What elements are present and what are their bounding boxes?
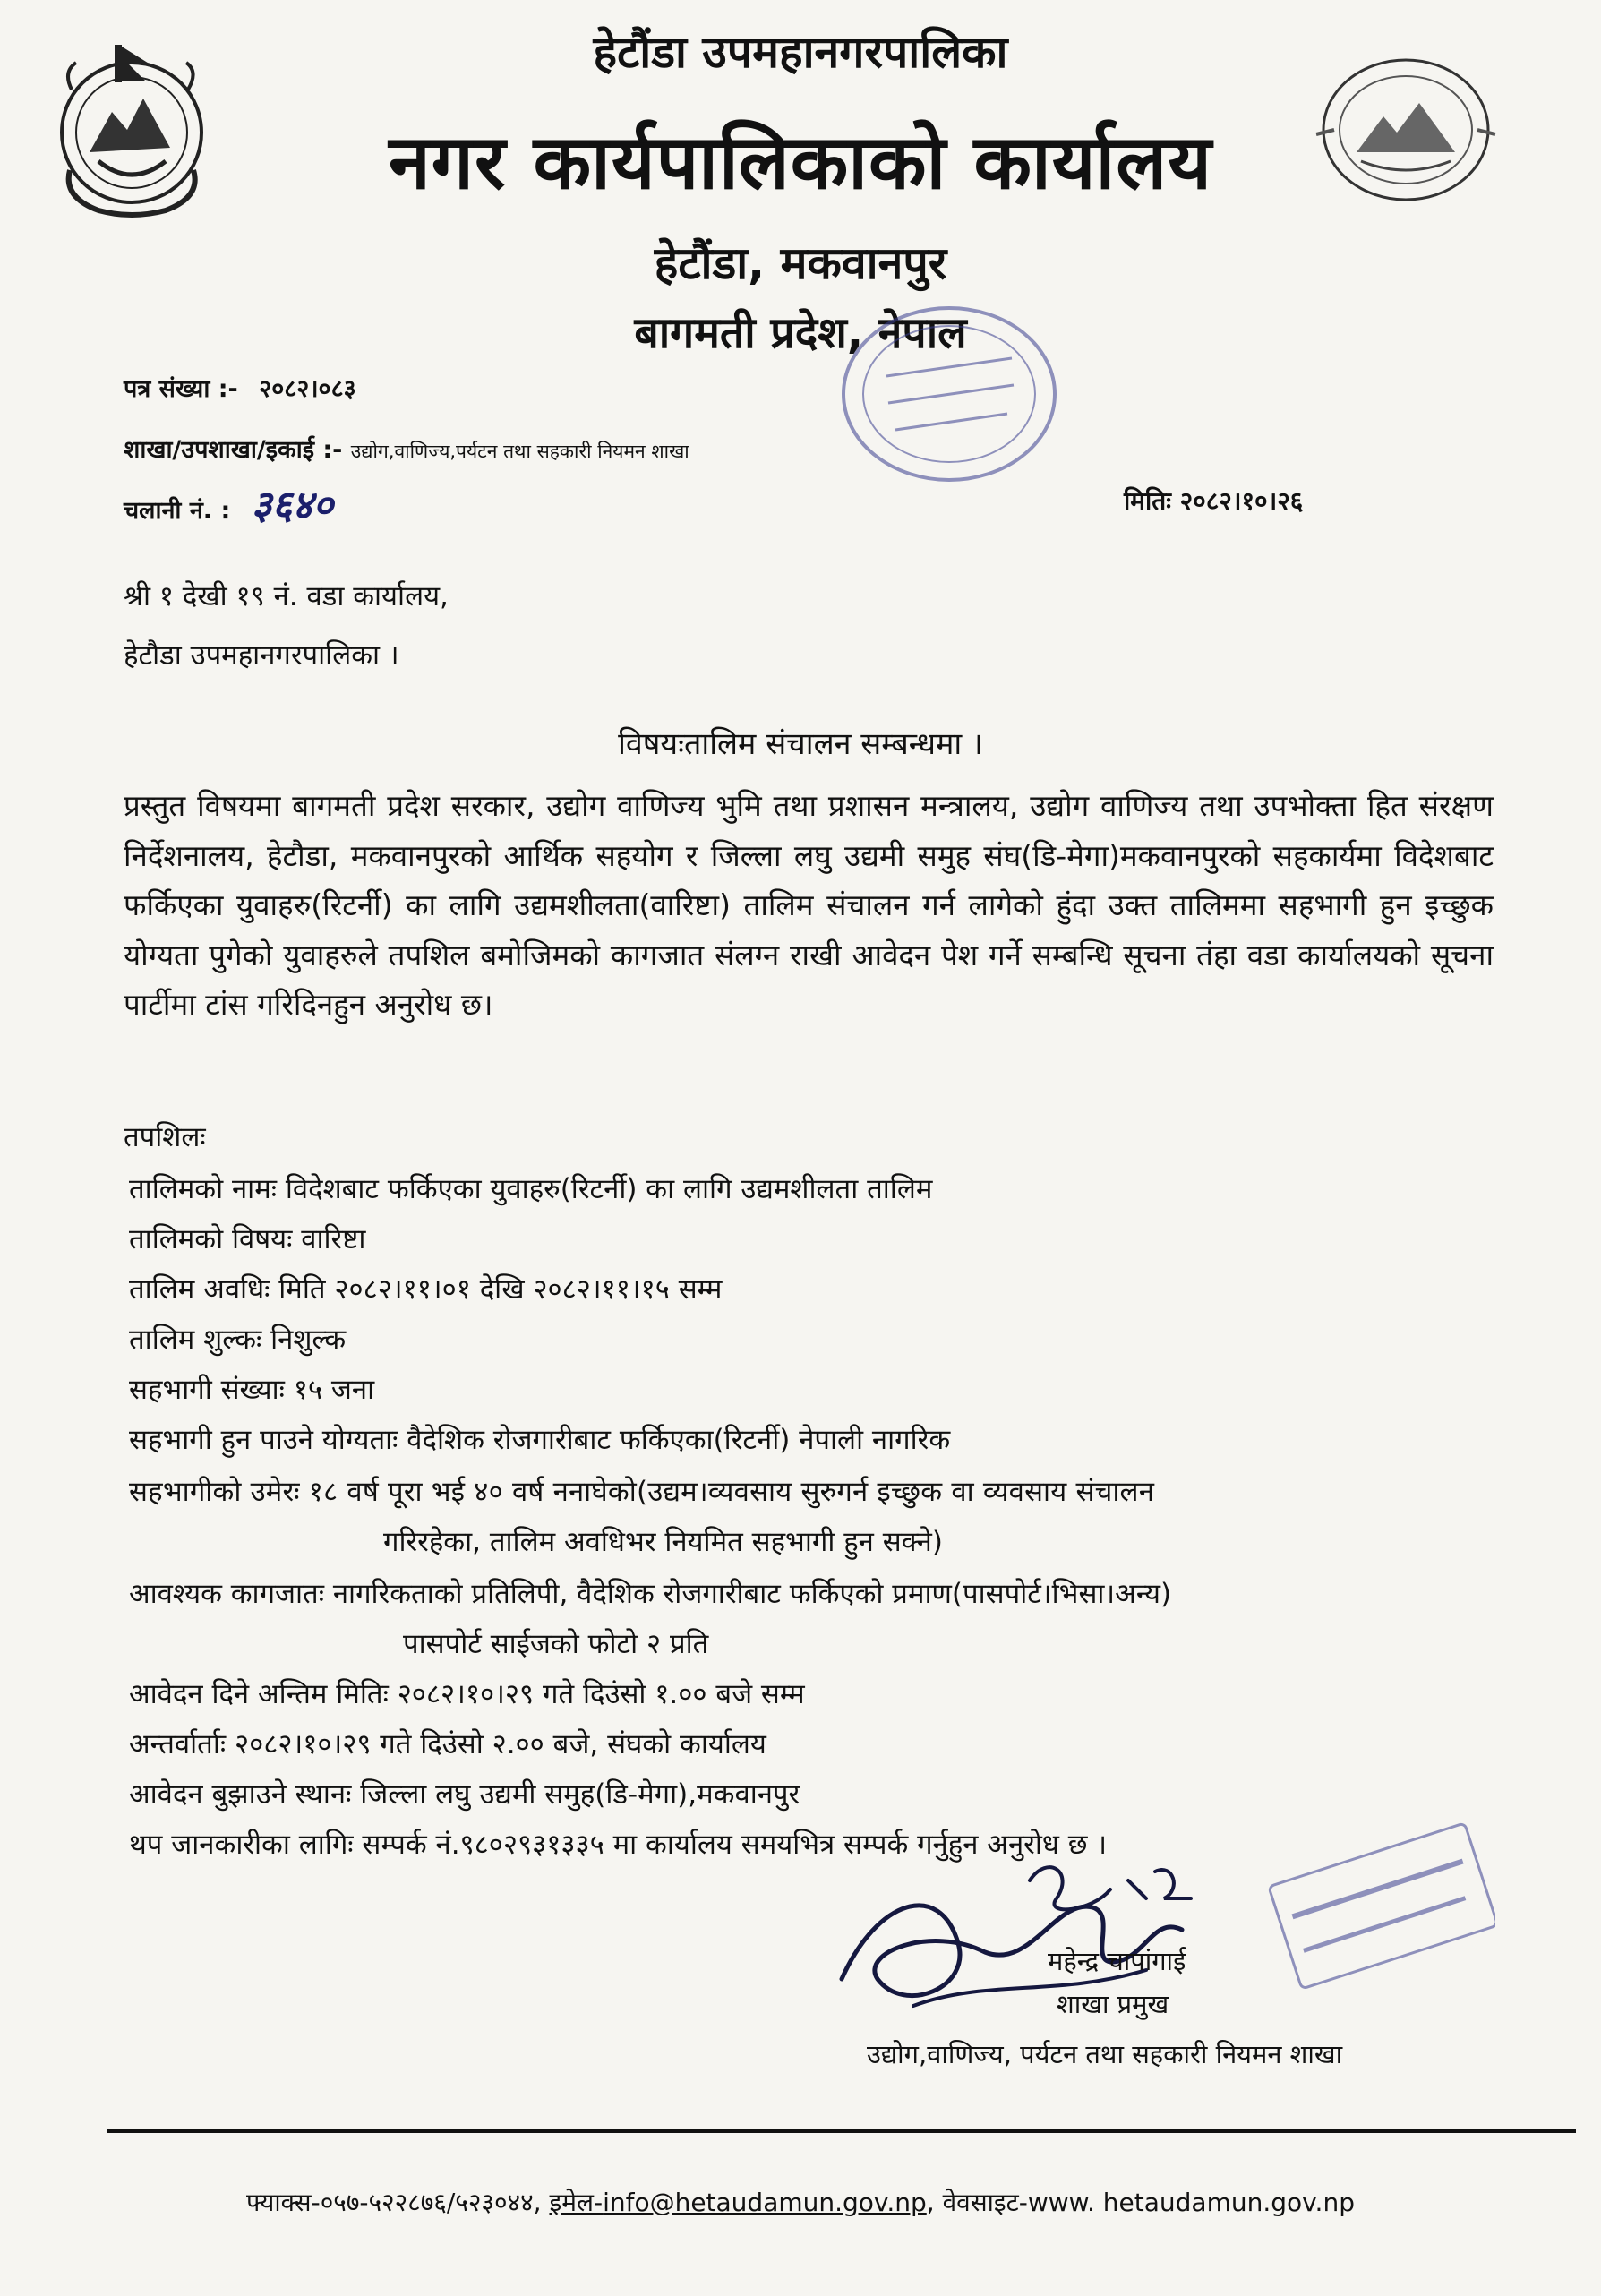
footer-contact: फ्याक्स-०५७-५२२८७६/५२३०४४, इमेल-info@hetaudamun.gov.np, वेवसाइट-www. hetaudamun.gov.np [246,2188,1355,2217]
handwritten-signature [824,1845,1271,2033]
footer-website-label: वेवसाइट- [942,2188,1028,2217]
date-label: मितिः [1124,486,1171,516]
detail-submit-place: आवेदन बुझाउने स्थानः जिल्ला लघु उद्यमी समुह(डि-मेगा),मकवानपुर [129,1778,800,1811]
footer-email[interactable]: info@hetaudamun.gov.np [603,2188,927,2217]
recipient-line-2: हेटौडा उपमहानगरपालिका । [124,639,399,672]
detail-documents-line-1: आवश्यक कागजातः नागरिकताको प्रतिलिपी, वैदेशिक रोजगारीबाट फर्किएको प्रमाण(पासपोर्ट।भिसा।अन्य) [129,1578,1172,1610]
detail-deadline: आवेदन दिने अन्तिम मितिः २०८२।१०।२९ गते दिउंसो १.०० बजे सम्म [129,1678,805,1710]
detail-interview: अन्तर्वार्ताः २०८२।१०।२९ गते दिउंसो २.०० बजे, संघको कार्यालय [129,1728,766,1761]
signatory-branch: उद्योग,वाणिज्य, पर्यटन तथा सहकारी नियमन शाखा [867,2039,1343,2069]
recipient-line-1: श्री १ देखी १९ नं. वडा कार्यालय, [124,580,449,613]
detail-eligibility: सहभागी हुन पाउने योग्यताः वैदेशिक रोजगारीबाट फर्किएका(रिटर्नी) नेपाली नागरिक [129,1424,951,1456]
letter-number-value: २०८२।०८३ [259,375,356,403]
dispatch-number: ३६४० [251,483,334,528]
letter-number [124,371,356,404]
office-title: नगर कार्यपालिकाको कार्यालय [389,118,1212,206]
branch-label: शाखा/उपशाखा/इकाई :- [124,436,343,464]
office-seal-stamp [833,296,1066,493]
office-location: हेटौंडा, मकवानपुर [654,237,947,289]
details-heading: तपशिलः [124,1121,206,1153]
detail-training-duration: तालिम अवधिः मिति २०८२।११।०१ देखि २०८२।११।१५ सम्म [129,1273,723,1306]
detail-participants: सहभागी संख्याः १५ जना [129,1374,375,1406]
detail-documents-line-2: पासपोर्ट साईजको फोटो २ प्रति [403,1628,709,1660]
detail-contact: थप जानकारीका लागिः सम्पर्क नं.९८०२९३१३३५ मा कार्यालय समयभित्र सम्पर्क गर्नुहुन अनुरोध छ । [129,1829,1108,1861]
signatory-name: महेन्द्र चापांगाई [1048,1946,1186,1976]
letter-date [1124,484,1303,518]
footer-email-label: इमेल- [549,2188,604,2217]
footer-fax: फ्याक्स-०५७-५२२८७६/५२३०४४, [246,2188,542,2217]
municipality-name: हेटौंडा उपमहानगरपालिका [593,26,1008,78]
date-value: २०८२।१०।२६ [1179,486,1304,516]
body-paragraph: प्रस्तुत विषयमा बागमती प्रदेश सरकार, उद्योग वाणिज्य भुमि तथा प्रशासन मन्त्रालय, उद्योग वाणिज्य तथा उपभोक्ता हित संरक्षण निर्देशनालय, हेटौडा, मकवानपुरको आर्थिक सहयोग र जिल्ला लघु उद्यमी समुह संघ(डि-मेगा)मकवानपुरको सहकार्यमा विदेशबाट फर्किएका युवाहरु(रिटर्नी) का लागि उद्यमशीलता(वारिष्टा) तालिम संचालन गर्न लागेको हुंदा उक्त तालिममा सहभागी हुन इच्छुक योग्यता पुगेको युवाहरुले तपशिल बमोजिमको कागजात संलग्न राखी आवेदन पेश गर्ने सम्बन्धि सूचना तंहा वडा कार्यालयको सूचना पार्टीमा टांस गरिदिनहुन अनुरोध छ। [124,788,1494,1022]
detail-training-subject: तालिमको विषयः वारिष्टा [129,1223,366,1255]
office-province: बागमती प्रदेश, नेपाल [634,308,967,358]
footer-divider [107,2129,1576,2133]
detail-training-name: तालिमको नामः विदेशबाट फर्किएका युवाहरु(रिटर्नी) का लागि उद्यमशीलता तालिम [129,1173,933,1205]
detail-training-fee: तालिम शुल्कः निशुल्क [129,1324,347,1356]
letter-number-label: पत्र संख्या :- [124,375,238,403]
branch-value: उद्योग,वाणिज्य,पर्यटन तथा सहकारी नियमन शाखा [350,441,689,462]
dispatch-line [124,476,333,530]
officer-name-stamp [1263,1818,1495,1997]
dispatch-label: चलानी नं. : [124,497,231,525]
signatory-title: शाखा प्रमुख [1057,1989,1169,2019]
branch-line [124,432,689,465]
subject-line: विषयःतालिम संचालन सम्बन्धमा । [618,726,983,762]
detail-age-line-2: गरिरहेका, तालिम अवधिभर नियमित सहभागी हुन सक्ने) [383,1526,943,1558]
footer-website[interactable]: www. hetaudamun.gov.np [1027,2188,1355,2217]
detail-age-line-1: सहभागीको उमेरः १८ वर्ष पूरा भई ४० वर्ष ननाघेको(उद्यम।व्यवसाय सुरुगर्न इच्छुक वा व्यवसाय संचालन [129,1476,1155,1508]
